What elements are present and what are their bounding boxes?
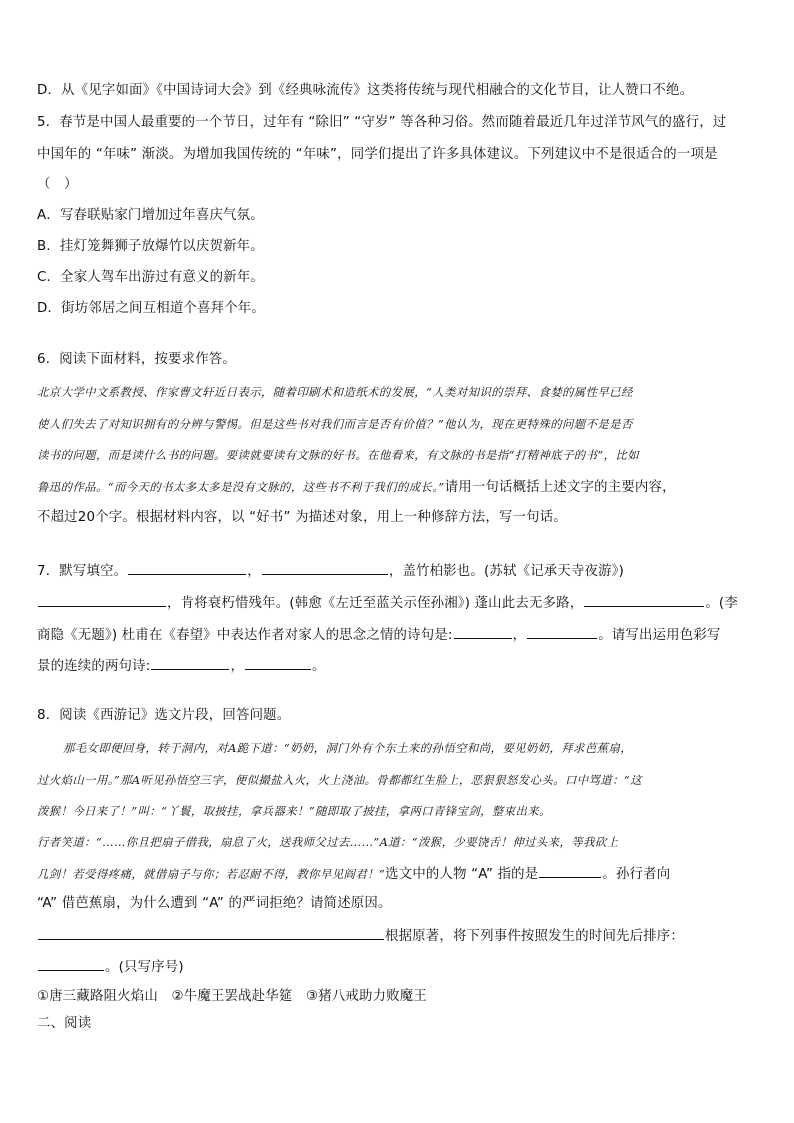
q8-passage-line-4: 行者笑道：“……你且把扇子借我，扇息了火，送我师父过去……”A道：“泼猴，少要饶舌！伸过头来，等我砍上 [37, 835, 619, 849]
q6-material-quote-end: 鲁迅的作品。“而今天的书太多太多是没有文脉的，这些书不利于我们的成长。” [37, 480, 445, 494]
q7-source-1: ，盖竹柏影也。(苏轼《记承天寺夜游》) [388, 564, 625, 579]
q8-order-prompt: 根据原著，将下列事件按照发生的时间先后排序： [385, 929, 684, 944]
q5-option-b: B．挂灯笼舞狮子放爆竹以庆贺新年。 [37, 239, 264, 254]
q5-stem-line-2: 中国年的 “年味” 渐淡。为增加我国传统的 “年味”，同学们提出了许多具体建议。下列建议中不是很适合的一项是 [37, 147, 718, 162]
q5-answer-paren: （ ） [37, 177, 78, 192]
q5-option-a: A．写春联贴家门增加过年喜庆气氛。 [37, 208, 264, 223]
q7-text-3c: 。请写出运用色彩写 [598, 628, 721, 643]
q6-material-line-2: 使人们失去了对知识拥有的分辨与警惕。但是这些书对我们而言是否有价值？”他认为，现在更特殊的问题不是是否 [37, 417, 633, 431]
q7-comma-3: ， [512, 628, 527, 643]
q6-material-line-3: 读书的问题，而是读什么书的问题。要读就要读有文脉的好书。在他看来，有文脉的书是指“打精神底子的书”，比如 [37, 448, 639, 462]
q8-title: 8．阅读《西游记》选文片段，回答问题。 [37, 708, 291, 723]
q8-order-blank[interactable] [38, 956, 104, 971]
q8-order-note: 。(只写序号) [105, 960, 184, 975]
q8-answer-blank[interactable] [38, 925, 384, 940]
q4-option-d: D．从《见字如面》《中国诗词大会》到《经典咏流传》这类将传统与现代相融合的文化节目，让人赞口不绝。 [37, 83, 694, 98]
q7-blank-4[interactable] [584, 592, 704, 607]
q8-passage-end: 几剑！若受得疼痛，就借扇子与你；若忍耐不得，教你早见阎君！” [37, 867, 386, 881]
q6-material-line-1: 北京大学中文系教授、作家曹文轩近日表示，随着印刷术和造纸术的发展，“人类对知识的崇拜、食婪的属性早已经 [37, 385, 633, 399]
q8-order-line [37, 925, 684, 947]
q8-passage-line-5 [37, 863, 670, 885]
q8-question-line: “A” 借芭蕉扇，为什么遭到 “A” 的严词拒绝？请简述原因。 [37, 896, 392, 911]
q7-title: 7．默写填空。 [37, 564, 128, 579]
q7-comma-4: ， [230, 659, 245, 674]
q6-task-a: 请用一句话概括上述文字的主要内容， [444, 480, 676, 495]
q5-option-d: D．街坊邻居之间互相道个喜拜个年。 [37, 301, 265, 316]
q7-blank-1[interactable] [128, 560, 246, 575]
q7-text-3: 商隐《无题》) 杜甫在《春望》中表达作者对家人的思念之情的诗句是: [37, 628, 453, 643]
q5-stem-line-1: 5．春节是中国人最重要的一个节日，过年有 “除旧” “守岁” 等各种习俗。然而随着最近几年过洋节风气的盛行，过 [37, 115, 727, 130]
q7-blank-8[interactable] [245, 655, 311, 670]
q8-passage-line-1: 那毛女即便回身，转于洞内，对A跪下道：“奶奶，洞门外有个东土来的孙悟空和尚，要见奶奶，拜求芭蕉扇， [63, 741, 633, 755]
q7-period-4: 。 [312, 659, 326, 674]
q8-blank-a[interactable] [539, 863, 601, 878]
q7-line-1 [37, 560, 624, 582]
q7-text-4: 景的连续的两句诗: [37, 659, 151, 674]
q7-blank-2[interactable] [262, 560, 388, 575]
q8-passage-line-2: 过火焰山一用。”那A听见孙悟空三字，便似撮盐入火，火上浇油。骨都都红生脸上，恶狠狠怒发心头。口中骂道：“这 [37, 773, 642, 787]
section-title: 二、阅读 [37, 1016, 92, 1031]
q8-passage-line-3: 泼猴！今日来了！”叫：“丫鬟，取披挂，拿兵器来！”随即取了披挂，拿两口青锋宝剑，整束出来。 [37, 804, 551, 818]
q7-line-2 [37, 592, 738, 614]
q7-blank-6[interactable] [527, 624, 597, 639]
q7-blank-5[interactable] [454, 624, 512, 639]
q5-option-c: C．全家人驾车出游过有意义的新年。 [37, 270, 264, 285]
q6-task-b: 不超过20个字。根据材料内容，以 “好书” 为描述对象，用上一种修辞方法，写一句话。 [37, 510, 567, 525]
q7-blank-7[interactable] [151, 655, 229, 670]
q7-line-3 [37, 624, 721, 646]
q6-material-line-4 [37, 477, 676, 498]
q8-events: ①唐三藏路阻火焰山 ②牛魔王罢战赴华筵 ③猪八戒助力败魔王 [37, 989, 427, 1004]
q8-question-b: 。孙行者向 [602, 867, 671, 882]
q7-blank-3[interactable] [38, 592, 166, 607]
q6-title: 6．阅读下面材料，按要求作答。 [37, 352, 236, 367]
q7-comma-1: ， [247, 564, 261, 579]
q7-line-4 [37, 655, 326, 677]
q7-text-2b: 。(李 [705, 596, 738, 611]
q8-question-a: 选文中的人物 “A” 指的是 [385, 867, 539, 882]
q7-text-2: ，肯将衰朽惜残年。(韩愈《左迁至蓝关示侄孙湘》) 蓬山此去无多路， [167, 596, 584, 611]
q8-order-answer-line [37, 956, 184, 978]
